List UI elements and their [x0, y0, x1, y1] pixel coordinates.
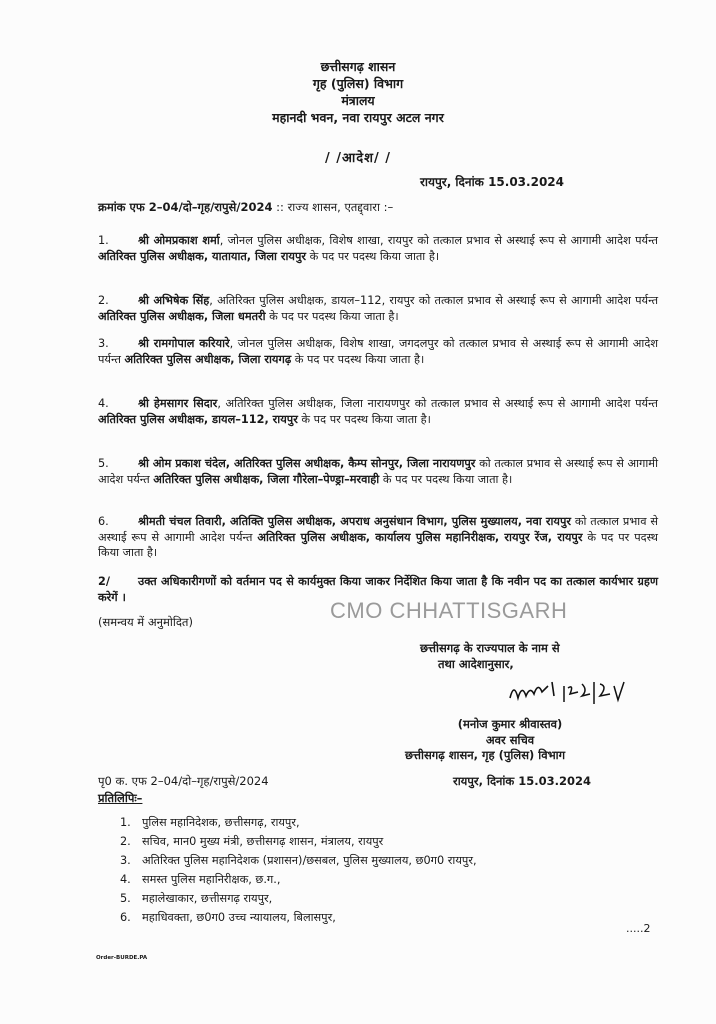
order-paragraph-3	[98, 336, 658, 367]
paragraph-text: , जोनल पुलिस अधीक्षक, विशेष शाखा, रायपुर को तत्काल प्रभाव से अस्थाई रूप से आगामी आदेश पर्यन्त	[219, 234, 658, 247]
officer-name: श्रीमती चंचल तिवारी, अतिक्ति पुलिस अधीक्षक, अपराध अनुसंधान विभाग, पुलिस मुख्यालय, नवा रायपुर	[138, 515, 571, 528]
signatory-name: (मनोज कुमार श्रीवास्तव)	[457, 717, 563, 731]
authority-line-1: छत्तीसगढ़ के राज्यपाल के नाम से	[420, 641, 560, 655]
officer-name: श्री ओम प्रकाश चंदेल, अतिरिक्त पुलिस अधीक्षक, कैम्प सोनपुर, जिला नारायणपुर	[138, 457, 476, 470]
approval-note: (समन्वय में अनुमोदित)	[98, 615, 193, 629]
paragraph-text-end: के पद पर पदस्थ किया जाता है।	[265, 309, 399, 323]
officer-name: श्री हेमसागर सिदार	[138, 397, 218, 410]
reference-text: :: राज्य शासन, एतद्द्वारा :–	[272, 200, 394, 214]
posting: अतिरिक्त पुलिस अधीक्षक, कार्यालय पुलिस महानिरीक्षक, रायपुर रेंज, रायपुर	[257, 530, 583, 544]
copy-to-list	[120, 813, 477, 927]
authority-line	[420, 640, 560, 672]
endorsement-number: पृ0 क. एफ 2–04/दो–गृह/रापुसे/2024	[98, 774, 269, 788]
paragraph-text: , अतिरिक्त पुलिस अधीक्षक, डायल–112, रायपुर को तत्काल प्रभाव से अस्थाई रूप से आगामी आदेश पर्यन्त	[209, 294, 659, 307]
order-title: / /आदेश/ /	[324, 151, 392, 166]
reference-number: क्रमांक एफ 2–04/दो–गृह/रापुसे/2024	[98, 200, 273, 214]
paragraph-text-end: के पद पर पदस्थ किया जाता है।	[291, 352, 425, 366]
header-state: छत्तीसगढ़ शासन	[320, 59, 396, 74]
paragraph-text-end: के पद पर पदस्थ किया जाता है।	[306, 249, 440, 263]
list-item: 4. समस्त पुलिस महानिरीक्षक, छ.ग.,	[120, 873, 281, 886]
signatory-designation: अवर सचिव	[485, 733, 535, 747]
paragraph-text: को तत्काल प्रभाव से अस्थाई रूप से आगामी आदेश पर्यन्त	[98, 515, 658, 544]
officer-name: श्री ओमप्रकाश शर्मा	[138, 234, 220, 247]
paragraph-text: उक्त अधिकारीगणों को वर्तमान पद से कार्यमुक्त किया जाकर निर्देशित किया जाता है कि नवीन पद का तत्काल कार्यभार ग्रहण करेगें ।	[98, 575, 658, 604]
signatory-block	[440, 716, 580, 748]
authority-line-2: तथा आदेशानुसार,	[438, 657, 514, 671]
order-paragraph-1	[98, 233, 658, 264]
posting: अतिरिक्त पुलिस अधीक्षक, जिला गौरेला–पेण्ड्रा–मरवाही	[153, 472, 380, 486]
paragraph-number: 2.	[98, 294, 109, 307]
watermark: CMO CHHATTISGARH	[330, 598, 568, 623]
posting: अतिरिक्त पुलिस अधीक्षक, जिला रायगढ़	[124, 352, 292, 366]
header-department: गृह (पुलिस) विभाग	[312, 76, 404, 91]
officer-name: श्री अभिषेक सिंह	[138, 294, 210, 307]
paragraph-number: 3.	[98, 337, 109, 350]
posting: अतिरिक्त पुलिस अधीक्षक, यातायात, जिला रायपुर	[98, 249, 306, 263]
paragraph-text: को तत्काल प्रभाव से अस्थाई रूप से आगामी आदेश पर्यन्त	[98, 457, 658, 486]
paragraph-number: 5.	[98, 457, 109, 470]
footer-file-code: Order-BURDE.PA	[96, 955, 148, 961]
paragraph-text-end: के पद पर पदस्थ किया जाता है।	[379, 472, 513, 486]
paragraph-text-end: के पद पर पदस्थ किया जाता है।	[297, 412, 431, 426]
signature-scribble	[508, 676, 668, 716]
list-item: 2. सचिव, मान0 मुख्य मंत्री, छत्तीसगढ़ शासन, मंत्रालय, रायपुर	[120, 835, 384, 848]
endorsement-date: रायपुर, दिनांक 15.03.2024	[453, 774, 591, 788]
posting: अतिरिक्त पुलिस अधीक्षक, जिला धमतरी	[98, 309, 266, 323]
signatory-department: छत्तीसगढ़ शासन, गृह (पुलिस) विभाग	[405, 748, 566, 762]
list-item: 3. अतिरिक्त पुलिस महानिदेशक (प्रशासन)/छसबल, पुलिस मुख्यालय, छ0ग0 रायपुर,	[120, 854, 477, 867]
list-item: 1. पुलिस महानिदेशक, छत्तीसगढ़, रायपुर,	[120, 816, 300, 829]
paragraph-number: 2/	[98, 575, 110, 588]
paragraph-number: 6.	[98, 515, 109, 528]
list-item: 5. महालेखाकार, छत्तीसगढ़ रायपुर,	[120, 892, 273, 905]
reference-line	[98, 200, 393, 215]
paragraph-text: , जोनल पुलिस अधीक्षक, विशेष शाखा, जगदलपुर को तत्काल प्रभाव से अस्थाई रूप से आगामी आदेश पर्यन्त	[98, 337, 659, 366]
paragraph-text: , अतिरिक्त पुलिस अधीक्षक, जिला नारायणपुर को तत्काल प्रभाव से अस्थाई रूप से आगामी आदेश पर्यन्त	[217, 397, 658, 410]
officer-name: श्री रामगोपाल करियारे	[138, 337, 230, 350]
document-header	[0, 58, 716, 126]
paragraph-number: 4.	[98, 397, 109, 410]
order-paragraph-2	[98, 293, 658, 324]
handwritten-signature	[508, 676, 668, 716]
posting: अतिरिक्त पुलिस अधीक्षक, डायल–112, रायपुर	[98, 412, 298, 426]
paragraph-number: 1.	[98, 234, 109, 247]
header-ministry: मंत्रालय	[341, 93, 375, 108]
copy-to-title: प्रतिलिपिः–	[98, 791, 143, 805]
order-paragraph-5	[98, 456, 658, 487]
order-paragraph-4	[98, 396, 658, 427]
list-item: 6. महाधिवक्ता, छ0ग0 उच्च न्यायालय, बिलासपुर,	[120, 911, 336, 924]
paragraph-text-end: के पद पर पदस्थ किया जाता है।	[98, 530, 659, 559]
page-continuation: .....2	[626, 922, 651, 935]
order-date: रायपुर, दिनांक 15.03.2024	[420, 175, 564, 189]
header-address: महानदी भवन, नवा रायपुर अटल नगर	[272, 110, 444, 125]
order-paragraph-6	[98, 514, 658, 561]
